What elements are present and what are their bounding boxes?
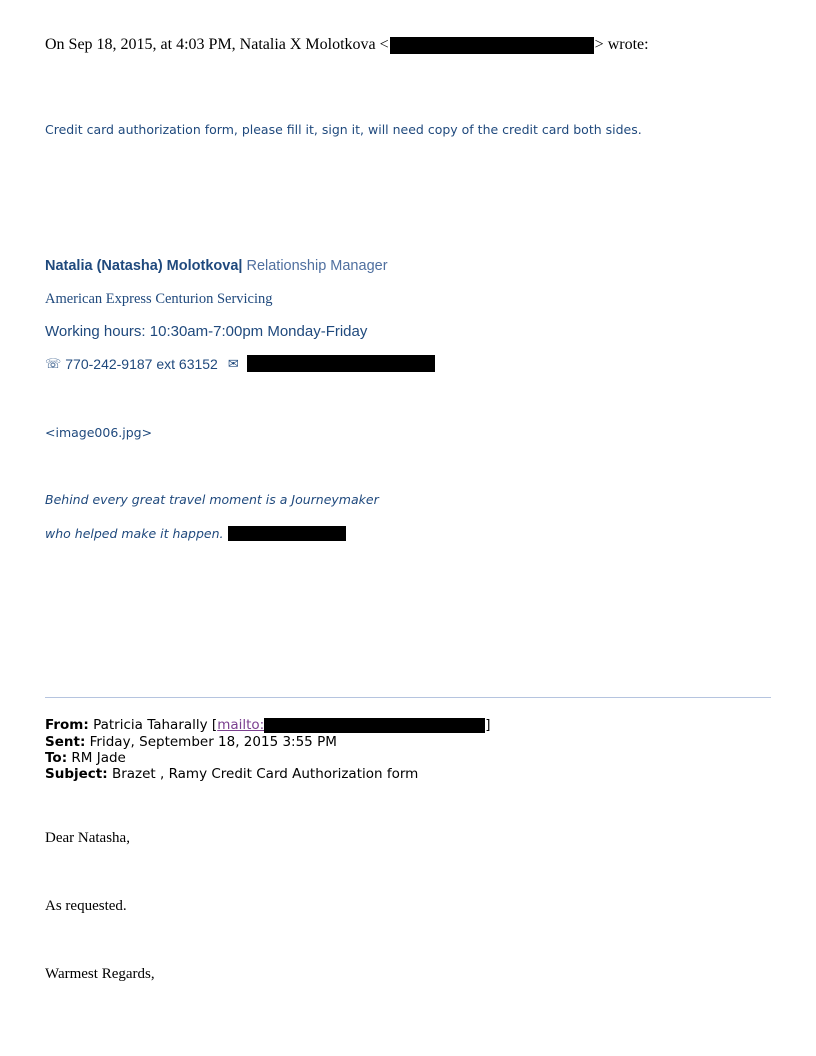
redacted-email: [264, 718, 485, 733]
reply-attribution: [45, 36, 649, 54]
letter-body: As requested.: [45, 898, 127, 914]
sent-label: Sent:: [45, 734, 86, 750]
letter-closing: Warmest Regards,: [45, 966, 155, 982]
reply-attribution-prefix: On Sep 18, 2015, at 4:03 PM, Natalia X Molotkova <: [45, 36, 389, 53]
from-name: Patricia Taharally: [93, 717, 212, 733]
from-bracket-close: ]: [485, 717, 491, 733]
to-label: To:: [45, 750, 68, 766]
reply-attribution-suffix: > wrote:: [594, 36, 649, 53]
subject-label: Subject:: [45, 766, 108, 782]
header-from: [45, 717, 491, 733]
signature-company: American Express Centurion Servicing: [45, 291, 273, 307]
header-subject: [45, 766, 418, 782]
image-attachment-placeholder: <image006.jpg>: [45, 425, 153, 440]
tagline-line-2-text: who helped make it happen.: [45, 526, 224, 541]
from-bracket-open: [: [211, 717, 218, 733]
redacted-email: [247, 355, 435, 372]
signature-contact: [45, 355, 435, 372]
to-value: RM Jade: [71, 750, 126, 766]
from-label: From:: [45, 717, 89, 733]
email-divider: [45, 697, 771, 698]
header-to: [45, 750, 126, 766]
redacted-email: [390, 37, 594, 54]
tagline-line-2: [45, 526, 346, 541]
message-body: Credit card authorization form, please fill it, sign it, will need copy of the credit card both sides.: [45, 122, 642, 137]
signature-hours: Working hours: 10:30am-7:00pm Monday-Friday: [45, 323, 368, 340]
sent-value: Friday, September 18, 2015 3:55 PM: [89, 734, 337, 750]
signature-name: Natalia (Natasha) Molotkova|: [45, 258, 243, 274]
redacted-block: [228, 526, 346, 541]
telephone-icon: ☏: [45, 355, 62, 371]
signature-role: Relationship Manager: [242, 258, 388, 274]
signature-name-line: [45, 258, 388, 274]
tagline-line-1: Behind every great travel moment is a Journeymaker: [45, 492, 379, 507]
header-sent: [45, 734, 337, 750]
subject-value: Brazet , Ramy Credit Card Authorization form: [111, 766, 419, 782]
envelope-icon: ✉: [227, 355, 239, 371]
signature-phone: 770-242-9187 ext 63152: [65, 355, 218, 372]
mailto-link[interactable]: mailto:: [217, 717, 265, 733]
letter-greeting: Dear Natasha,: [45, 830, 130, 846]
